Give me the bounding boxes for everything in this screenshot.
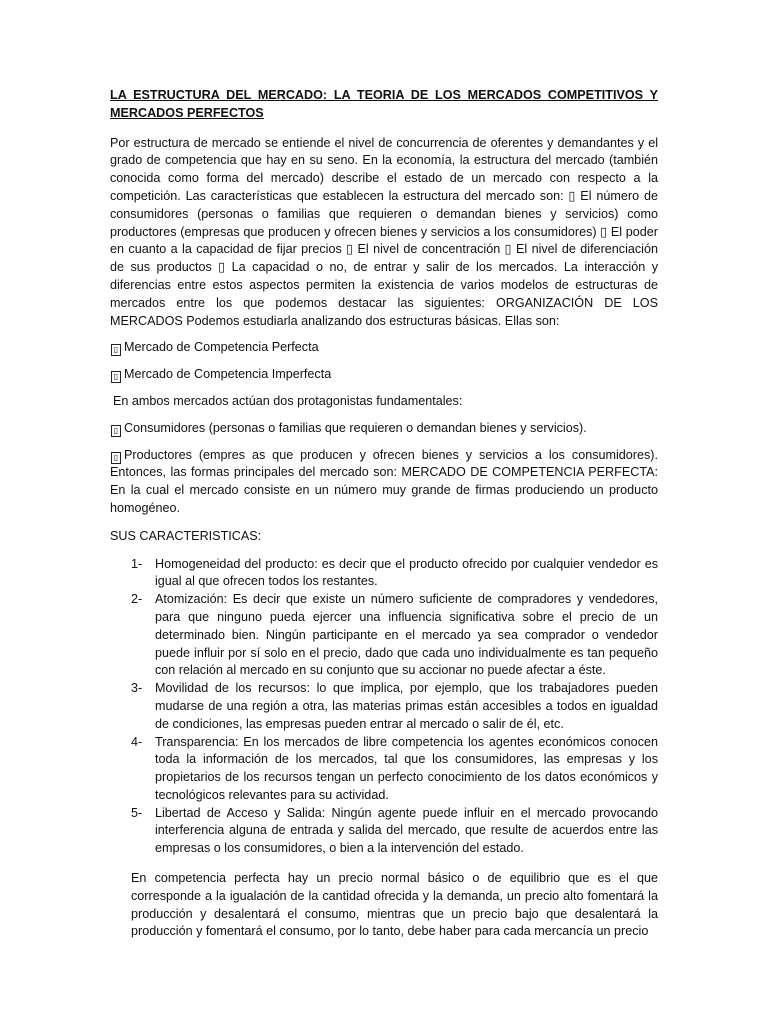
list-item-text: Libertad de Acceso y Salida: Ningún agente puede influir en el mercado provocando interferencia alguna de entrada y salida del mercado, que resulte de acuerdos entre las empresas o los consumidores, o bien a la intervención del estado.	[155, 805, 658, 856]
characteristics-heading: SUS CARACTERISTICAS:	[110, 528, 262, 543]
list-item	[110, 556, 658, 592]
producers-item	[110, 447, 658, 518]
list-item	[110, 591, 658, 680]
closing-paragraph: En competencia perfecta hay un precio normal básico o de equilibrio que es el que corresponde a la igualación de la cantidad ofrecida y la demanda, un precio alto fomentará la producción y desalentará el consumo, mientras que un precio bajo que desalentará la producción y fomentará el consumo, por lo tanto, debe haber para cada mercancía un precio	[131, 871, 658, 939]
missing-glyph-box-icon: ▯	[111, 344, 121, 356]
list-item-text: Movilidad de los recursos: lo que implica, por ejemplo, que los trabajadores pueden mudarse de una región a otra, las materias primas están accesibles a todos en igualdad de condiciones, las empresas pueden entrar al mercado o salir de él, etc.	[155, 681, 658, 731]
intro-paragraph: Por estructura de mercado se entiende el nivel de concurrencia de oferentes y demandantes y el grado de competencia que hay en su seno. En la economía, la estructura del mercado (también conocida como forma del mercado) describe el estado de un mercado con respecto a la competición. Las características que establecen la estructura del mercado son: ▯ El número de consumidores (personas o familias que requieren o demandan bienes y servicios) como productores (empresas que producen y ofrecen bienes y servicios a los consumidores) ▯ El poder en cuanto a la capacidad de fijar precios ▯ El nivel de concentración ▯ El nivel de diferenciación de sus productos ▯ La capacidad o no, de entrar y salir de los mercados. La interacción y diferencias entre estos aspectos permiten la existencia de varios modelos de estructuras de mercados entre los que podemos destacar las siguientes: ORGANIZACIÓN DE LOS MERCADOS Podemos estudiarla analizando dos estructuras básicas. Ellas son:	[110, 135, 658, 328]
missing-glyph-box-icon: ▯	[111, 425, 121, 437]
consumers-text: Consumidores (personas o familias que requieren o demandan bienes y servicios).	[124, 420, 587, 435]
list-item-text: Atomización: Es decir que existe un número suficiente de compradores y vendedores, para que ninguno pueda ejercer una influencia significativa sobre el precio de un determinado bien. Ningún participante en el mercado ya sea comprador o vendedor puede influir por sí solo en el precio, dado que cada uno individualmente es tan pequeño con relación al mercado en su conjunto que su accionar no puede afectar a éste.	[155, 592, 658, 678]
missing-glyph-box-icon: ▯	[111, 452, 121, 464]
consumers-item	[110, 420, 658, 438]
list-item	[110, 680, 658, 733]
list-item	[110, 805, 658, 858]
list-item-number: 2-	[131, 592, 143, 607]
market-perfect-item	[110, 339, 658, 357]
list-item-number: 3-	[131, 681, 143, 696]
market-perfect-label: Mercado de Competencia Perfecta	[124, 340, 319, 355]
protagonists-intro: En ambos mercados actúan dos protagonistas fundamentales:	[113, 393, 463, 408]
producers-text: Productores (empres as que producen y ofrecen bienes y servicios a los consumidores). Entonces, las formas principales del mercado son: MERCADO DE COMPETENCIA PERFECTA: En la cual el mercado consiste en un número muy grande de firmas produciendo un producto homogéneo.	[110, 447, 658, 515]
list-item-number: 4-	[131, 734, 143, 749]
market-imperfect-item	[110, 366, 658, 384]
list-item-number: 1-	[131, 556, 143, 571]
missing-glyph-box-icon: ▯	[111, 371, 121, 383]
list-item	[110, 734, 658, 805]
list-item-text: Transparencia: En los mercados de libre competencia los agentes económicos conocen toda la información de los mercados, tal que los consumidores, las empresas y los propietarios de los recursos tengan un perfecto conocimiento de los datos económicos y tecnológicos relevantes para su actividad.	[155, 734, 658, 802]
document-body	[110, 87, 658, 949]
characteristics-list	[110, 556, 658, 859]
list-item-number: 5-	[131, 805, 143, 820]
document-title: LA ESTRUCTURA DEL MERCADO: LA TEORIA DE LOS MERCADOS COMPETITIVOS Y MERCADOS PERFECTOS	[110, 88, 658, 120]
market-imperfect-label: Mercado de Competencia Imperfecta	[124, 367, 332, 382]
list-item-text: Homogeneidad del producto: es decir que el producto ofrecido por cualquier vendedor es igual al que ofrecen todos los restantes.	[155, 556, 658, 589]
